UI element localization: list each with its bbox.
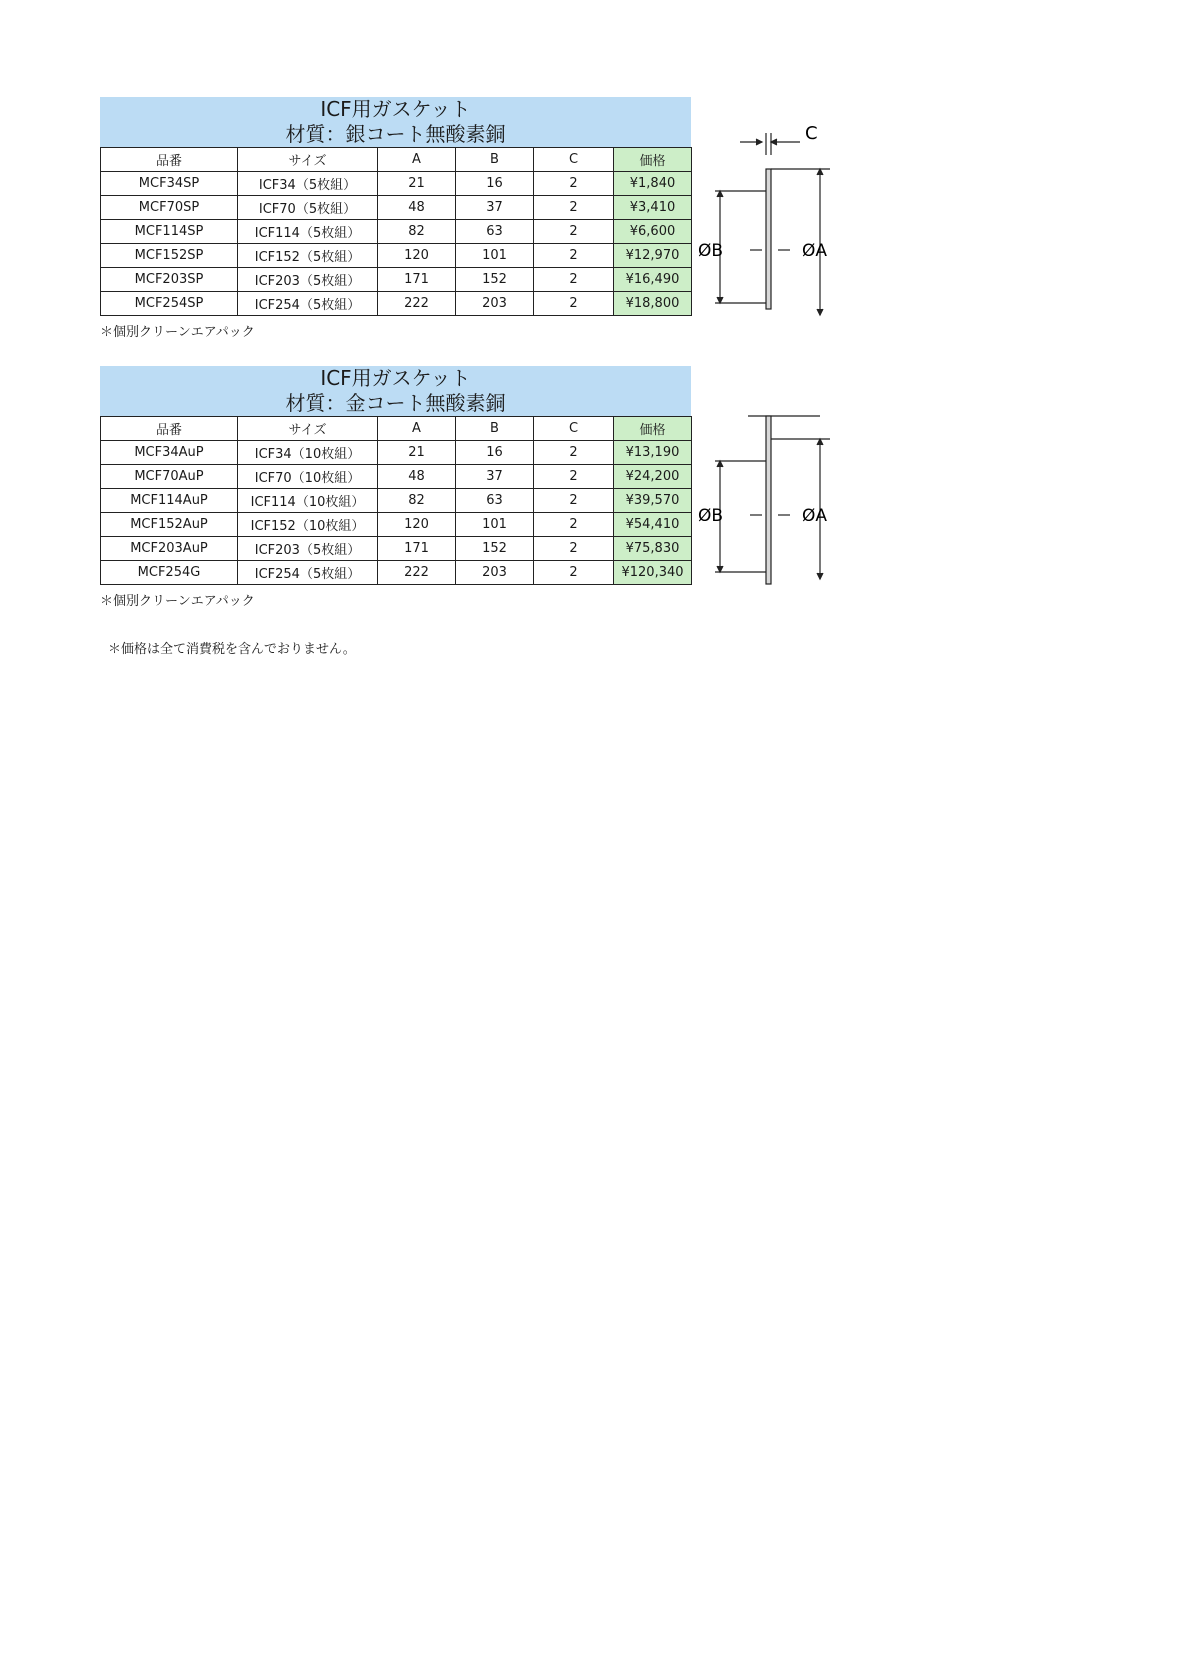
cell-b: 37 — [456, 465, 534, 489]
cell-a: 48 — [378, 465, 456, 489]
label-c: C — [805, 123, 818, 144]
table-title-band — [100, 97, 691, 147]
table-row — [101, 441, 692, 465]
label-diameter-b: ØB — [698, 241, 724, 261]
cell-size: ICF203（5枚組） — [238, 268, 378, 292]
cell-a: 171 — [378, 537, 456, 561]
cell-size: ICF34（5枚組） — [238, 172, 378, 196]
cell-b: 63 — [456, 220, 534, 244]
cell-part-number: MCF152SP — [101, 244, 238, 268]
spec-table — [100, 416, 692, 585]
cell-price: ¥1,840 — [614, 172, 692, 196]
cell-b: 16 — [456, 172, 534, 196]
cell-b: 152 — [456, 268, 534, 292]
cell-price: ¥75,830 — [614, 537, 692, 561]
col-header-size: サイズ — [238, 417, 378, 441]
cell-a: 48 — [378, 196, 456, 220]
cell-b: 203 — [456, 561, 534, 585]
header-row — [101, 417, 692, 441]
col-header-part-number: 品番 — [101, 148, 238, 172]
col-header-size: サイズ — [238, 148, 378, 172]
cell-a: 222 — [378, 561, 456, 585]
cell-c: 2 — [534, 465, 614, 489]
cell-part-number: MCF254G — [101, 561, 238, 585]
table-row — [101, 513, 692, 537]
table-title: ICF用ガスケット — [320, 366, 471, 390]
cell-c: 2 — [534, 441, 614, 465]
table-row — [101, 172, 692, 196]
cell-price: ¥6,600 — [614, 220, 692, 244]
cell-part-number: MCF203AuP — [101, 537, 238, 561]
table-row — [101, 244, 692, 268]
tax-note: ＊価格は全て消費税を含んでおりません。 — [108, 642, 356, 657]
cell-price: ¥54,410 — [614, 513, 692, 537]
table-note: ＊個別クリーンエアパック — [100, 594, 255, 609]
cell-c: 2 — [534, 172, 614, 196]
cell-b: 37 — [456, 196, 534, 220]
cell-a: 120 — [378, 513, 456, 537]
col-header-a: A — [378, 417, 456, 441]
cell-size: ICF203（5枚組） — [238, 537, 378, 561]
cell-size: ICF114（5枚組） — [238, 220, 378, 244]
label-diameter-b: ØB — [698, 506, 724, 526]
cell-a: 21 — [378, 441, 456, 465]
cell-price: ¥16,490 — [614, 268, 692, 292]
table-note: ＊個別クリーンエアパック — [100, 325, 255, 340]
cell-price: ¥12,970 — [614, 244, 692, 268]
cell-b: 152 — [456, 537, 534, 561]
col-header-b: B — [456, 148, 534, 172]
cell-c: 2 — [534, 537, 614, 561]
cell-size: ICF254（5枚組） — [238, 561, 378, 585]
gasket-table-gold — [100, 366, 691, 609]
table-subtitle: 材質：金コート無酸素銅 — [285, 391, 506, 415]
table-row — [101, 268, 692, 292]
cell-a: 21 — [378, 172, 456, 196]
table-row — [101, 220, 692, 244]
table-title: ICF用ガスケット — [320, 97, 471, 121]
cell-c: 2 — [534, 561, 614, 585]
col-header-c: C — [534, 417, 614, 441]
col-header-price: 価格 — [614, 417, 692, 441]
table-row — [101, 196, 692, 220]
spec-table — [100, 147, 692, 316]
cell-part-number: MCF203SP — [101, 268, 238, 292]
table-row — [101, 465, 692, 489]
col-header-a: A — [378, 148, 456, 172]
table-title-band — [100, 366, 691, 416]
cell-part-number: MCF34SP — [101, 172, 238, 196]
col-header-price: 価格 — [614, 148, 692, 172]
cell-price: ¥39,570 — [614, 489, 692, 513]
cell-price: ¥24,200 — [614, 465, 692, 489]
cell-a: 222 — [378, 292, 456, 316]
cell-c: 2 — [534, 220, 614, 244]
cell-part-number: MCF152AuP — [101, 513, 238, 537]
col-header-c: C — [534, 148, 614, 172]
cell-price: ¥13,190 — [614, 441, 692, 465]
cell-size: ICF152（10枚組） — [238, 513, 378, 537]
cell-part-number: MCF114SP — [101, 220, 238, 244]
table-subtitle: 材質：銀コート無酸素銅 — [285, 122, 506, 146]
label-diameter-a: ØA — [802, 241, 828, 261]
cell-c: 2 — [534, 244, 614, 268]
cell-b: 16 — [456, 441, 534, 465]
cell-a: 171 — [378, 268, 456, 292]
gasket-diagram-gold — [698, 405, 885, 585]
gasket-table-silver — [100, 97, 691, 340]
cell-c: 2 — [534, 196, 614, 220]
cell-a: 82 — [378, 220, 456, 244]
cell-c: 2 — [534, 513, 614, 537]
cell-b: 203 — [456, 292, 534, 316]
cell-size: ICF152（5枚組） — [238, 244, 378, 268]
cell-part-number: MCF254SP — [101, 292, 238, 316]
cell-size: ICF70（10枚組） — [238, 465, 378, 489]
cell-part-number: MCF114AuP — [101, 489, 238, 513]
cell-c: 2 — [534, 268, 614, 292]
cell-size: ICF254（5枚組） — [238, 292, 378, 316]
gasket-diagram-silver — [698, 123, 885, 325]
header-row — [101, 148, 692, 172]
cell-b: 63 — [456, 489, 534, 513]
cell-size: ICF34（10枚組） — [238, 441, 378, 465]
table-row — [101, 537, 692, 561]
col-header-b: B — [456, 417, 534, 441]
cell-size: ICF70（5枚組） — [238, 196, 378, 220]
cell-a: 82 — [378, 489, 456, 513]
cell-size: ICF114（10枚組） — [238, 489, 378, 513]
table-row — [101, 292, 692, 316]
cell-price: ¥3,410 — [614, 196, 692, 220]
cell-price: ¥18,800 — [614, 292, 692, 316]
label-diameter-a: ØA — [802, 506, 828, 526]
cell-b: 101 — [456, 244, 534, 268]
cell-part-number: MCF34AuP — [101, 441, 238, 465]
table-row — [101, 561, 692, 585]
cell-price: ¥120,340 — [614, 561, 692, 585]
cell-b: 101 — [456, 513, 534, 537]
table-row — [101, 489, 692, 513]
cell-a: 120 — [378, 244, 456, 268]
col-header-part-number: 品番 — [101, 417, 238, 441]
cell-part-number: MCF70AuP — [101, 465, 238, 489]
cell-c: 2 — [534, 489, 614, 513]
cell-c: 2 — [534, 292, 614, 316]
cell-part-number: MCF70SP — [101, 196, 238, 220]
